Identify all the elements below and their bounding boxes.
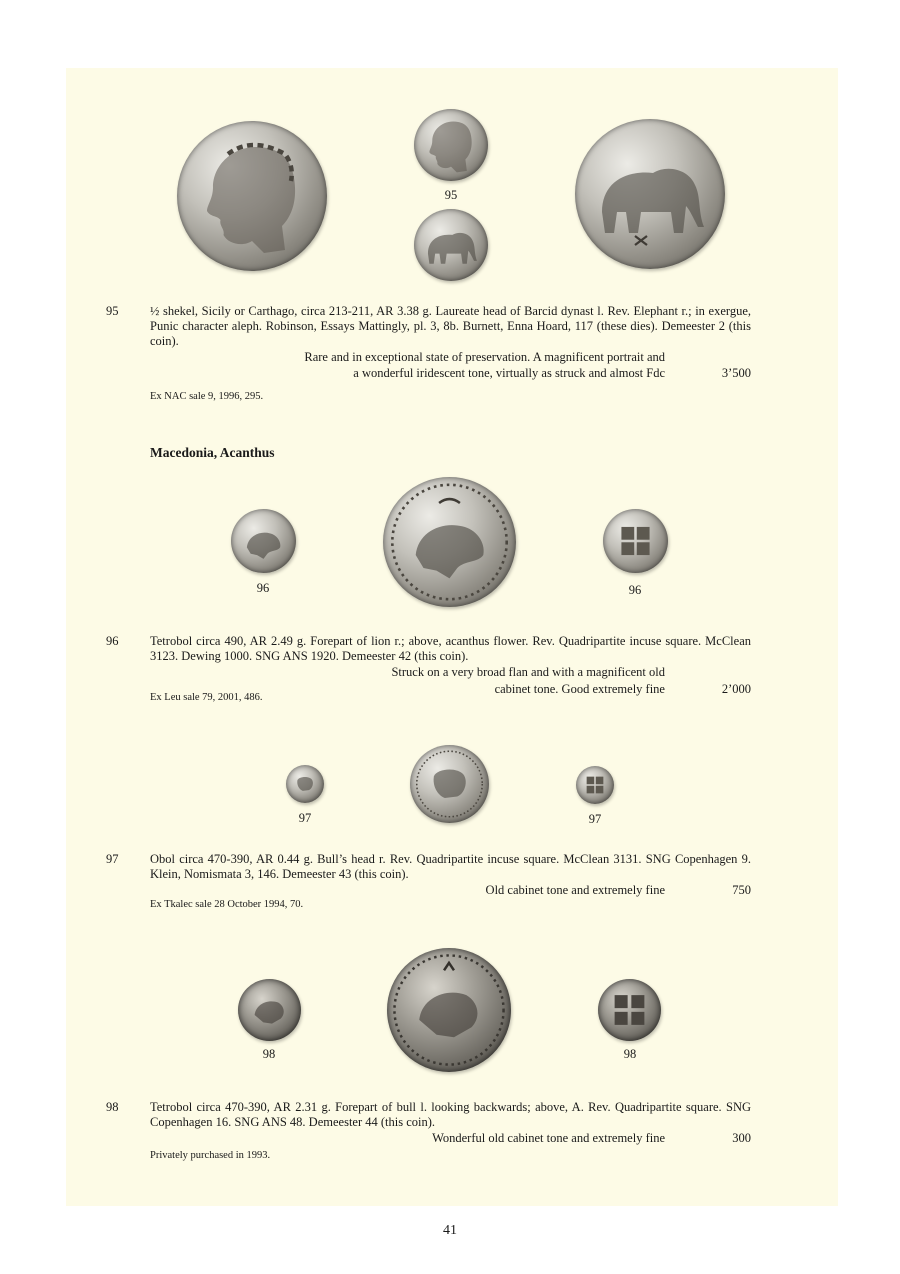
bull-head-icon: [410, 745, 489, 823]
coin-label: 98: [623, 1047, 637, 1061]
incuse-square-icon: [598, 979, 661, 1041]
incuse-square-icon: [576, 766, 614, 804]
coin-label: 95: [444, 188, 458, 202]
coin-97-obverse-enlarged: [410, 745, 489, 823]
laureate-head-icon: [177, 121, 327, 271]
coin-98-obverse: [238, 979, 301, 1041]
elephant-icon: [414, 209, 488, 281]
lot-description: Obol circa 470-390, AR 0.44 g. Bull’s head r. Rev. Quadripartite incuse square. McClean 3131. SNG Copenhagen 9. Klein, Nomismata 3, 146. Demeester 43 (this coin).: [150, 852, 751, 881]
lot-grade-line: Old cabinet tone and extremely fine: [485, 883, 665, 897]
lot-provenance: Ex NAC sale 9, 1996, 295.: [150, 391, 264, 402]
lion-forepart-icon: [231, 509, 296, 573]
coin-label: 98: [262, 1047, 276, 1061]
coin-97-reverse: [576, 766, 614, 804]
coin-98-obverse-enlarged: [387, 948, 511, 1072]
coin-97-obverse: [286, 765, 324, 803]
coin-96-obverse-enlarged: [383, 477, 516, 607]
lion-forepart-icon: [383, 477, 516, 607]
lot-description: ½ shekel, Sicily or Carthago, circa 213-211, AR 3.38 g. Laureate head of Barcid dynast l. Rev. Elephant r.; in exergue, Punic character aleph. Robinson, Essays Mattingly, pl. 3, 8b. Burnett, Enna Hoard, 117 (these dies). Demeester 2 (this coin).: [150, 304, 751, 348]
lot-description: Tetrobol circa 470-390, AR 2.31 g. Forepart of bull l. looking backwards; above, A. Rev. Quadripartite square. SNG Copenhagen 16. SNG ANS 48. Demeester 44 (this coin).: [150, 1100, 751, 1129]
coin-label: 96: [256, 581, 270, 595]
coin-98-reverse: [598, 979, 661, 1041]
lot-estimate: 750: [732, 883, 751, 897]
lot-grade-line: cabinet tone. Good extremely fine: [494, 682, 665, 696]
coin-96-reverse: [603, 509, 668, 573]
incuse-square-icon: [603, 509, 668, 573]
section-heading: Macedonia, Acanthus: [150, 445, 275, 460]
laureate-head-icon: [414, 109, 488, 181]
elephant-icon: [575, 119, 725, 269]
lot-provenance: Ex Tkalec sale 28 October 1994, 70.: [150, 899, 304, 910]
lot-description: Tetrobol circa 490, AR 2.49 g. Forepart of lion r.; above, acanthus flower. Rev. Quadripartite incuse square. McClean 3123. Dewing 1000. SNG ANS 1920. Demeester 42 (this coin).: [150, 634, 751, 663]
lot-number: 98: [106, 1100, 119, 1114]
coin-95-reverse-enlarged: [575, 119, 725, 269]
coin-label: 97: [588, 812, 602, 826]
coin-95-obverse-enlarged: [177, 121, 327, 271]
lot-grade-line: Rare and in exceptional state of preservation. A magnificent portrait and: [304, 350, 665, 364]
coin-label: 97: [298, 811, 312, 825]
lot-provenance: Privately purchased in 1993.: [150, 1150, 271, 1161]
coin-label: 96: [628, 583, 642, 597]
lot-number: 95: [106, 304, 119, 318]
lot-grade-line: Struck on a very broad flan and with a magnificent old: [391, 665, 665, 679]
lot-provenance: Ex Leu sale 79, 2001, 486.: [150, 692, 263, 703]
lot-estimate: 2’000: [721, 682, 751, 696]
lot-estimate: 300: [732, 1131, 751, 1145]
lot-grade-line: a wonderful iridescent tone, virtually as struck and almost Fdc: [353, 366, 665, 380]
lot-estimate: 3’500: [721, 366, 751, 380]
bull-forepart-icon: [238, 979, 301, 1041]
bull-forepart-icon: [387, 948, 511, 1072]
coin-96-obverse: [231, 509, 296, 573]
lot-number: 96: [106, 634, 119, 648]
coin-95-obverse: [414, 109, 488, 181]
bull-head-icon: [286, 765, 324, 803]
lot-number: 97: [106, 852, 119, 866]
page-number: 41: [443, 1223, 457, 1238]
coin-95-reverse: [414, 209, 488, 281]
lot-grade-line: Wonderful old cabinet tone and extremely fine: [432, 1131, 665, 1145]
